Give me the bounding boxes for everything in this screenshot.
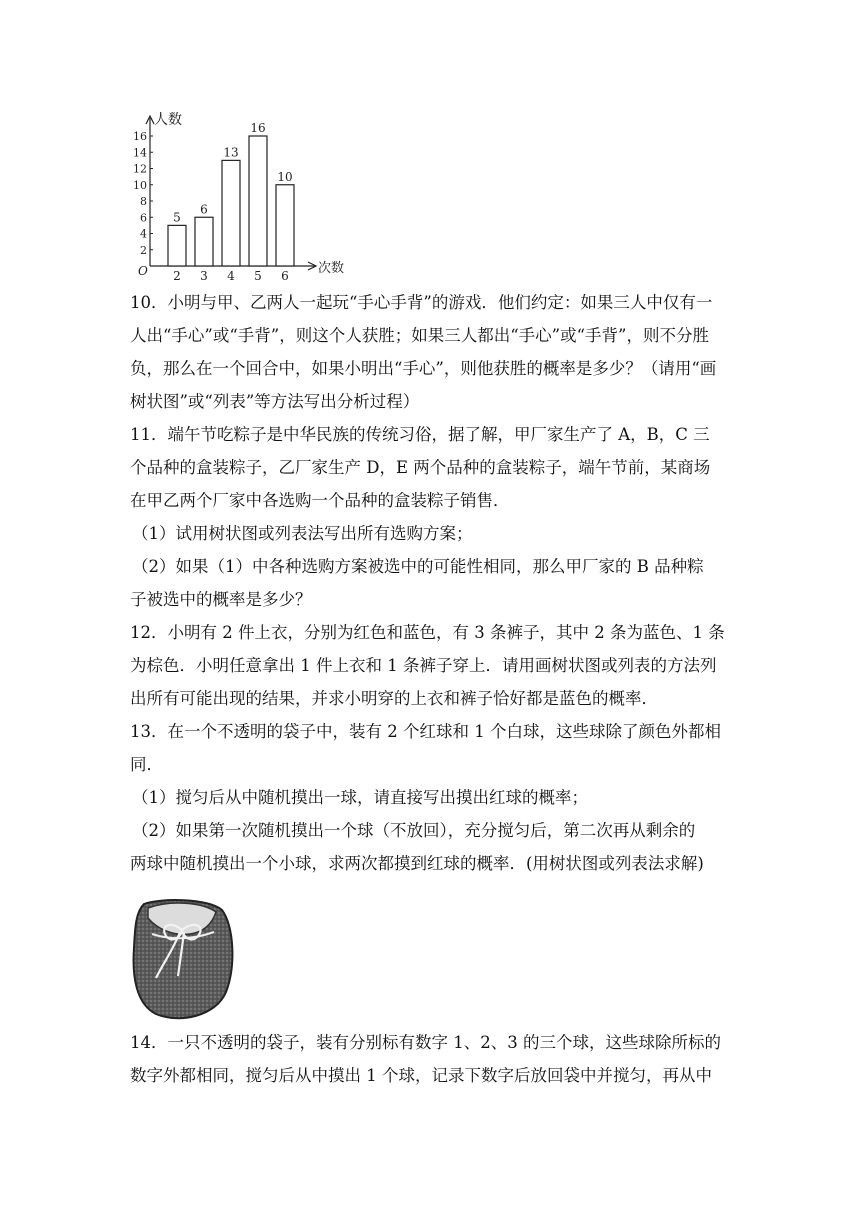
bar <box>168 225 186 266</box>
question-12 <box>130 616 734 715</box>
q10-line: 人出“手心”或“手背”，则这个人获胜；如果三人都出“手心”或“手背”，则不分胜 <box>130 326 709 345</box>
q13-line: 13．在一个不透明的袋子中，装有 2 个红球和 1 个白球，这些球除了颜色外都相 <box>130 722 721 741</box>
q12-line: 为棕色．小明任意拿出 1 件上衣和 1 条裤子穿上．请用画树状图或列表的方法列 <box>130 656 717 675</box>
q11-line: 个品种的盒装粽子，乙厂家生产 D，E 两个品种的盒装粽子，端午节前，某商场 <box>130 458 711 477</box>
q11-line: 在甲乙两个厂家中各选购一个品种的盒装粽子销售． <box>130 491 510 510</box>
y-tick-label: 16 <box>133 130 147 143</box>
bar <box>276 185 294 266</box>
y-tick-label: 6 <box>140 211 147 225</box>
y-tick-label: 14 <box>133 146 147 160</box>
question-13 <box>130 715 734 880</box>
bar-value-label: 5 <box>173 210 181 225</box>
bar <box>249 136 267 266</box>
q10-line: 10．小明与甲、乙两人一起玩“手心手背”的游戏．他们约定：如果三人中仅有一 <box>130 293 713 312</box>
y-tick-label: 12 <box>133 162 147 176</box>
y-tick-label: 2 <box>140 243 147 257</box>
q13-sub-1: （1）搅匀后从中随机摸出一球，请直接写出摸出红球的概率； <box>132 788 588 807</box>
q11-line: 子被选中的概率是多少？ <box>130 590 312 609</box>
q10-line: 负，那么在一个回合中，如果小明出“手心”，则他获胜的概率是多少？（请用“画 <box>130 359 717 378</box>
q14-line: 14．一只不透明的袋子，装有分别标有数字 1、2、3 的三个球，这些球除所标的 <box>130 1033 721 1052</box>
bar <box>222 160 240 266</box>
question-14 <box>130 1026 734 1092</box>
q12-line: 12．小明有 2 件上衣，分别为红色和蓝色，有 3 条裤子，其中 2 条为蓝色、1 条 <box>130 623 725 642</box>
x-tick-label: 4 <box>227 269 235 283</box>
y-axis-label: 人数 <box>154 112 182 128</box>
y-tick-label: 10 <box>133 178 147 192</box>
x-tick-label: 5 <box>254 269 262 283</box>
bar-value-label: 10 <box>277 169 293 184</box>
bar-value-label: 16 <box>250 121 266 135</box>
y-tick-label: 8 <box>140 195 147 208</box>
bar-value-label: 6 <box>200 202 208 217</box>
bar <box>195 217 213 266</box>
x-tick-label: 6 <box>281 269 289 283</box>
q12-line: 出所有可能出现的结果，并求小明穿的上衣和裤子恰好都是蓝色的概率． <box>130 689 658 708</box>
x-axis-label: 次数 <box>318 261 345 276</box>
bar-value-label: 13 <box>223 145 239 160</box>
q14-line: 数字外都相同，搅匀后从中摸出 1 个球，记录下数字后放回袋中并搅匀，再从中 <box>130 1066 712 1085</box>
x-tick-label: 3 <box>200 269 208 283</box>
q13-sub-2: （2）如果第一次随机摸出一个球（不放回），充分搅匀后，第二次再从剩余的 <box>132 821 696 840</box>
origin-label: O <box>138 264 148 278</box>
q11-line: 11．端午节吃粽子是中华民族的传统习俗，据了解，甲厂家生产了 A，B，C 三 <box>130 425 710 444</box>
question-11 <box>130 418 734 616</box>
q11-sub-1: （1）试用树状图或列表法写出所有选购方案； <box>132 524 473 543</box>
bar-chart <box>128 106 358 284</box>
q10-line: 树状图”或“列表”等方法写出分析过程） <box>130 392 420 411</box>
question-10 <box>130 286 734 418</box>
drawstring-bag-icon <box>130 896 234 1024</box>
q13-line: 两球中随机摸出一个小球，求两次都摸到红球的概率．(用树状图或列表法求解) <box>130 854 704 873</box>
y-tick-label: 4 <box>140 227 147 241</box>
x-tick-label: 2 <box>173 269 181 283</box>
q13-line: 同． <box>130 755 163 774</box>
q11-sub-2: （2）如果（1）中各种选购方案被选中的可能性相同，那么甲厂家的 B 品种粽 <box>132 557 704 576</box>
